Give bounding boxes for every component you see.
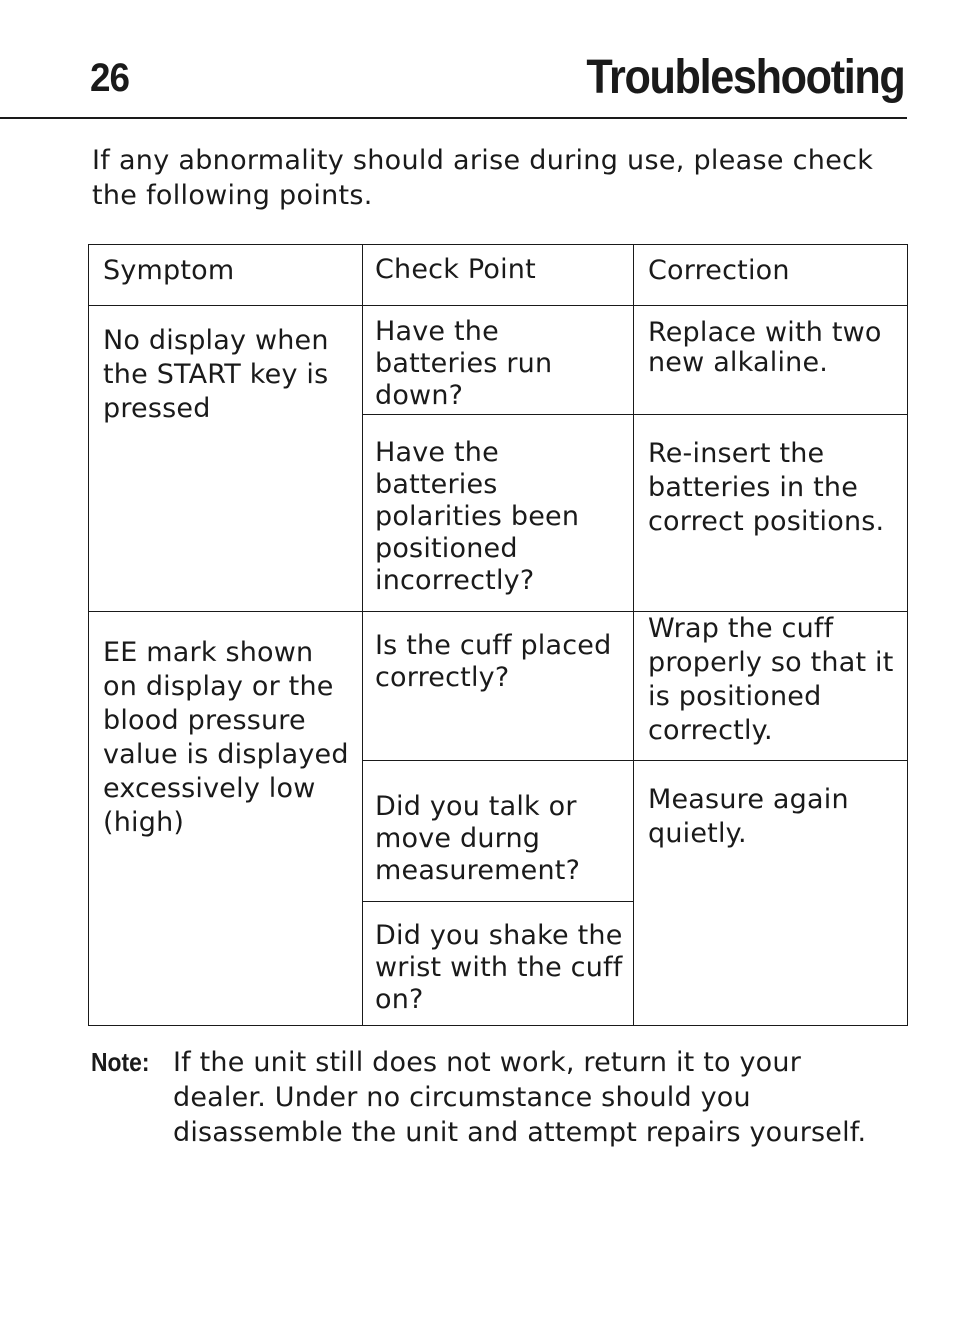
header-symptom: Symptom xyxy=(89,245,363,306)
check-point-cell: Is the cuff placed correctly? xyxy=(363,612,634,761)
correction-cell: Measure again quietly. xyxy=(634,761,908,1026)
troubleshooting-table xyxy=(88,244,908,1026)
page-title: Troubleshooting xyxy=(585,51,904,104)
correction-cell: Replace with two new alkaline. xyxy=(634,306,908,415)
check-point-cell: Did you shake the wrist with the cuff on? xyxy=(363,902,634,1026)
check-point-cell: Have the batteries polarities been positioned incorrectly? xyxy=(363,415,634,612)
table-row xyxy=(89,306,908,415)
note-label: Note: xyxy=(91,1047,150,1077)
correction-cell: Re-insert the batteries in the correct positions. xyxy=(634,415,908,612)
page-number: 26 xyxy=(90,56,130,100)
correction-cell: Wrap the cuff properly so that it is positioned correctly. xyxy=(634,612,908,761)
check-point-cell: Have the batteries run down? xyxy=(363,306,634,415)
table-row xyxy=(89,612,908,761)
note-text: If the unit still does not work, return it to your dealer. Under no circumstance should you disassemble the unit and attempt repairs yourself. xyxy=(173,1047,867,1148)
check-point-cell: Did you talk or move durng measurement? xyxy=(363,761,634,902)
table-header-row xyxy=(89,245,908,306)
symptom-cell: EE mark shown on display or the blood pressure value is displayed excessively low (high) xyxy=(89,612,363,1026)
header-rule xyxy=(0,117,907,119)
intro-text: If any abnormality should arise during use, please check the following points. xyxy=(92,145,874,211)
header-correction: Correction xyxy=(634,245,908,306)
symptom-cell: No display when the START key is pressed xyxy=(89,306,363,612)
header-check-point: Check Point xyxy=(363,245,634,306)
